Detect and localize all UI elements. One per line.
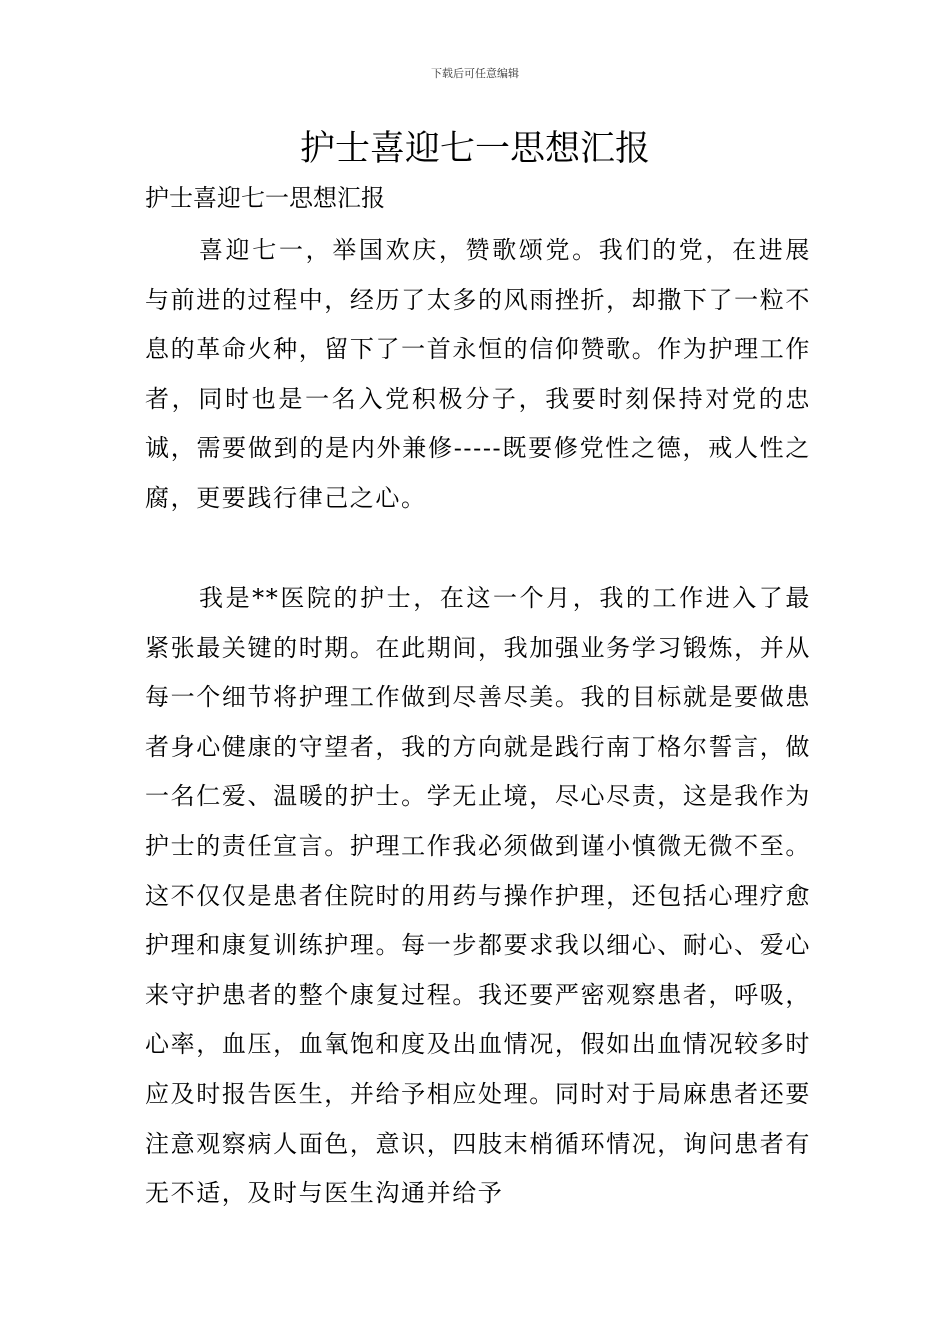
paragraph-1: 喜迎七一，举国欢庆，赞歌颂党。我们的党，在进展与前进的过程中，经历了太多的风雨挫折，却撒下了一粒不息的革命火种，留下了一首永恒的信仰赞歌。作为护理工作者，同时也是一名入党积极分子，我要时刻保持对党的忠诚，需要做到的是内外兼修-----既要修党性之德，戒人性之腐，更要践行律己之心。 <box>145 236 811 512</box>
header-note: 下载后可任意编辑 <box>431 67 519 80</box>
document-subtitle: 护士喜迎七一思想汇报 <box>145 184 385 212</box>
paragraph-2: 我是**医院的护士，在这一个月，我的工作进入了最紧张最关键的时期。在此期间，我加强业务学习锻炼，并从每一个细节将护理工作做到尽善尽美。我的目标就是要做患者身心健康的守望者，我的方向就是践行南丁格尔誓言，做一名仁爱、温暖的护士。学无止境，尽心尽责，这是我作为护士的责任宣言。护理工作我必须做到谨小慎微无微不至。这不仅仅是患者住院时的用药与操作护理，还包括心理疗愈护理和康复训练护理。每一步都要求我以细心、耐心、爱心来守护患者的整个康复过程。我还要严密观察患者，呼吸，心率，血压，血氧饱和度及出血情况，假如出血情况较多时应及时报告医生，并给予相应处理。同时对于局麻患者还要注意观察病人面色，意识，四肢末梢循环情况，询问患者有无不适，及时与医生沟通并给予 <box>145 584 811 1208</box>
document-title: 护士喜迎七一思想汇报 <box>299 129 650 169</box>
